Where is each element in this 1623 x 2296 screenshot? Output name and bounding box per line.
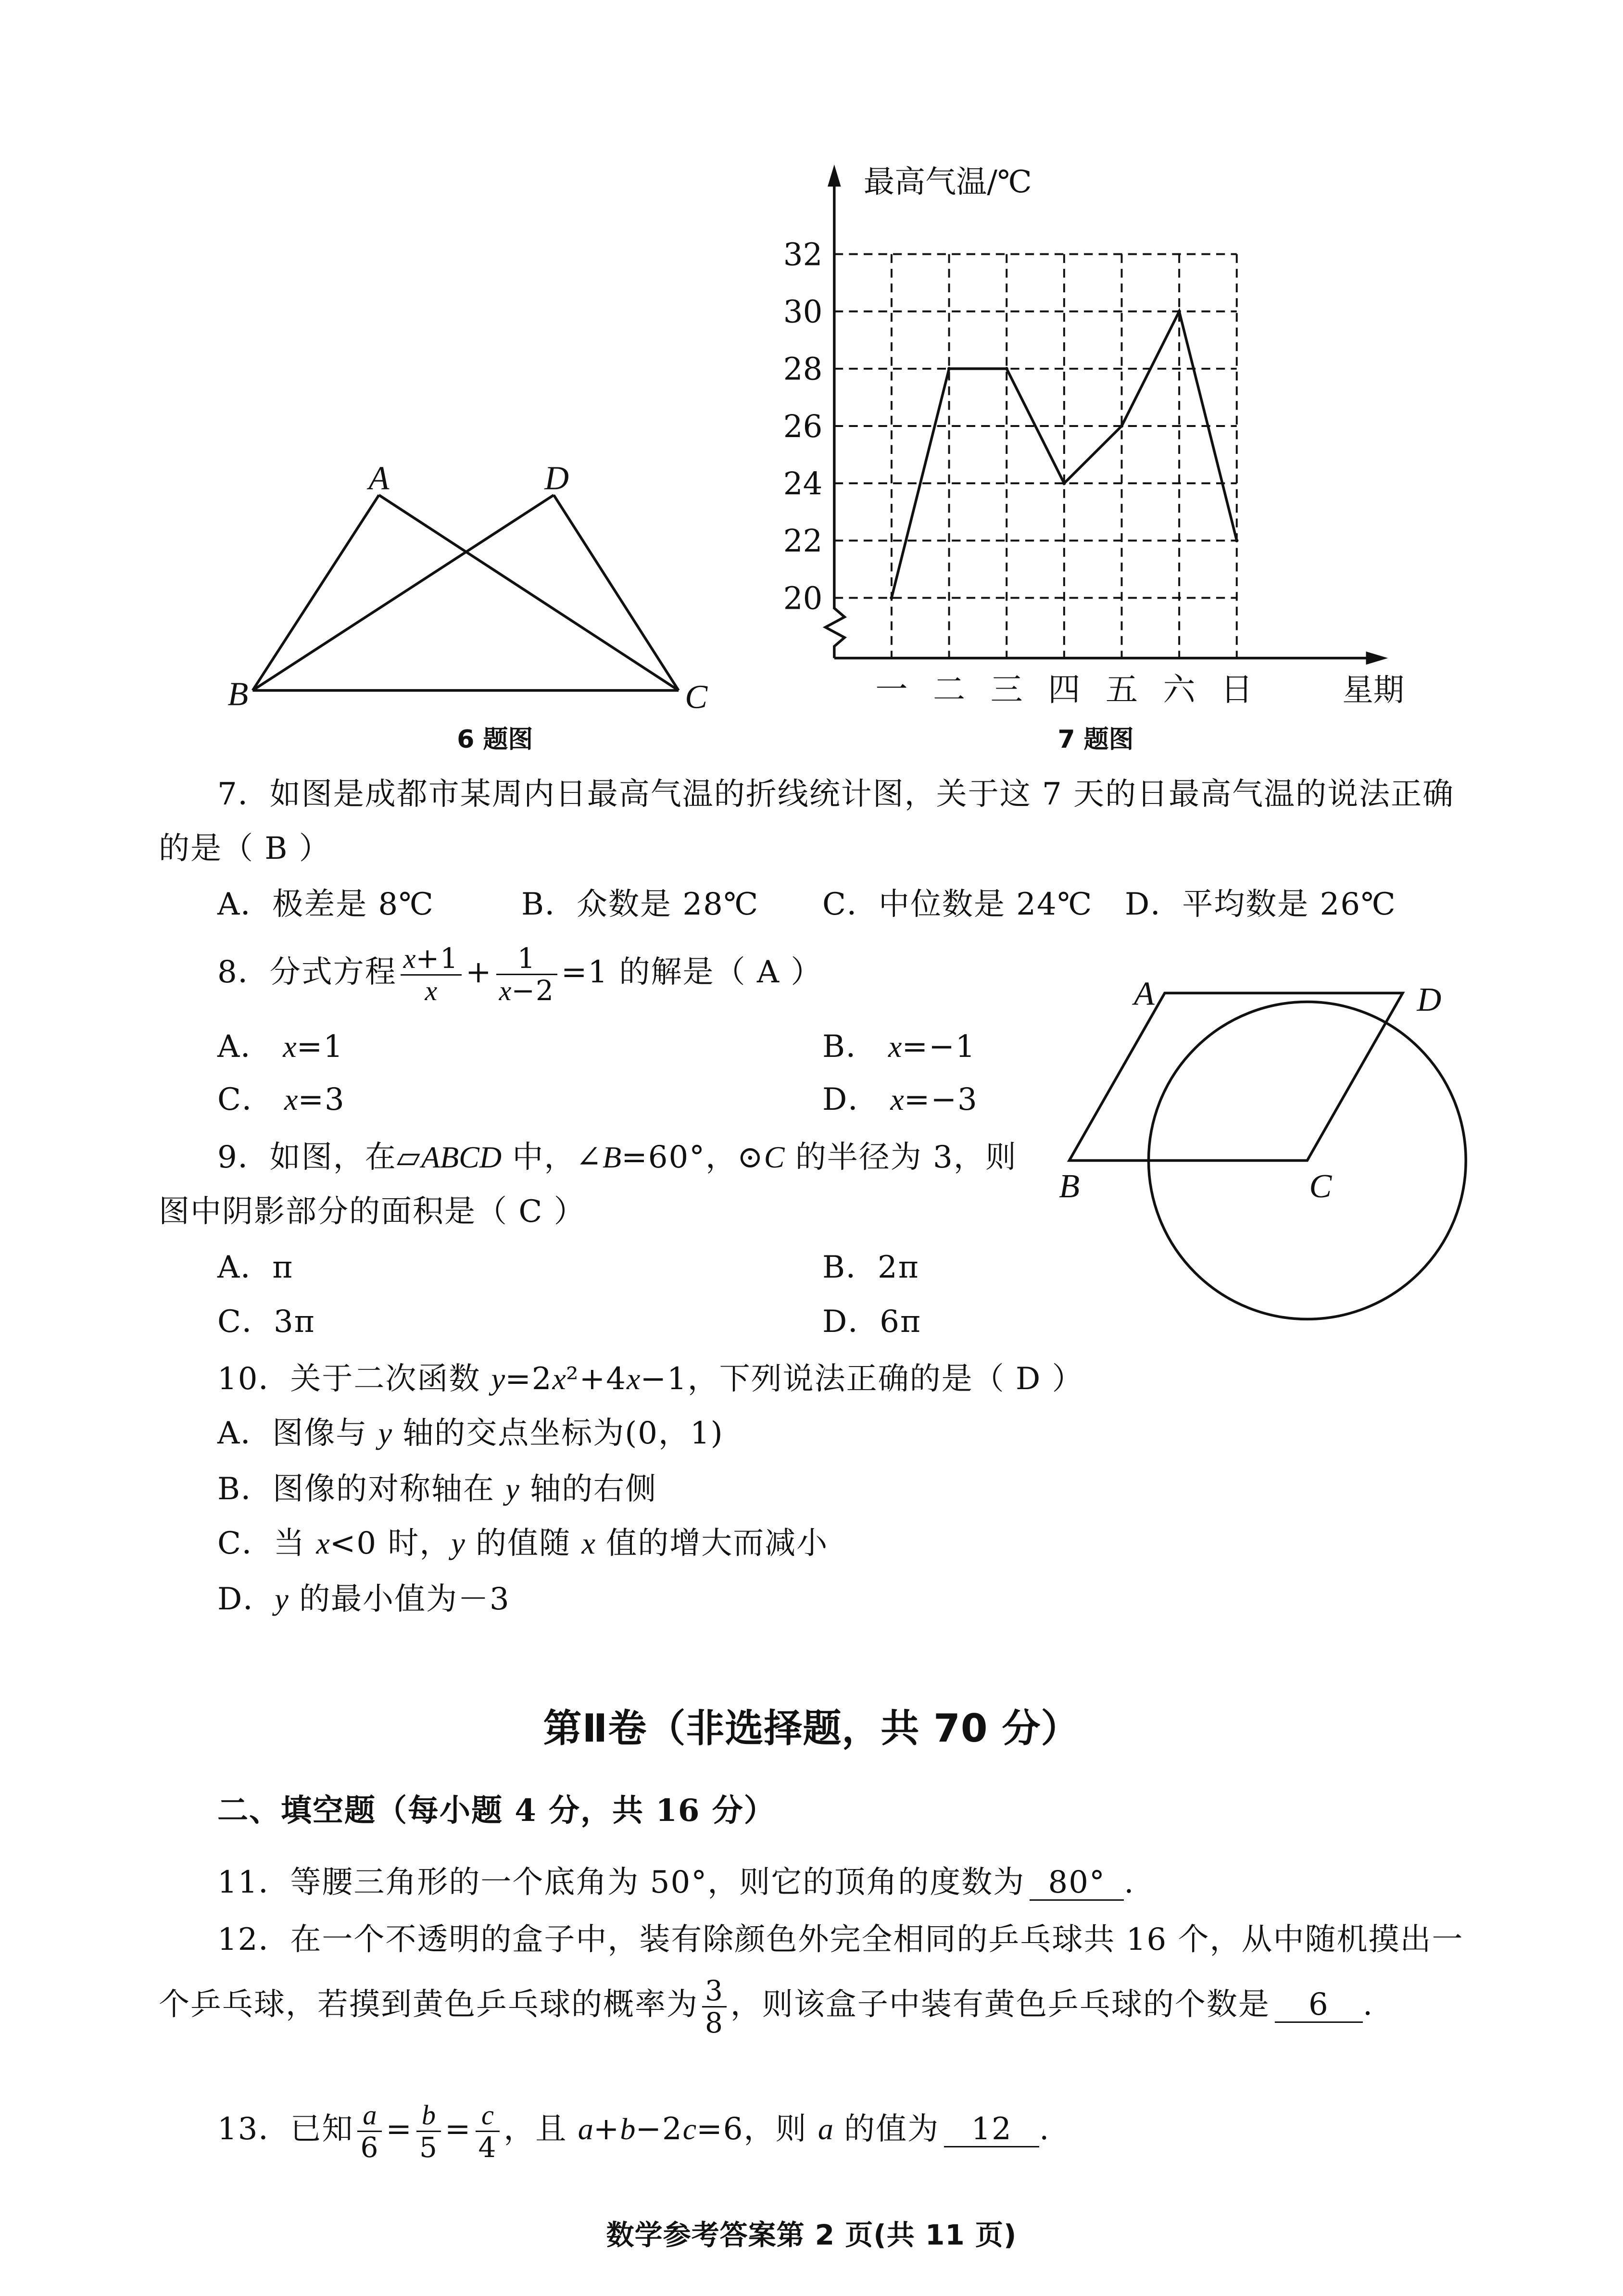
q8-rhs: =1 <box>561 954 609 990</box>
q12-fraction-numerator: 3 <box>702 1975 727 2007</box>
section-2-heading-text: 二、填空题（每小题 4 分，共 16 分） <box>217 1793 776 1829</box>
page-footer <box>0 2196 1623 2273</box>
q8-option-b-var: x <box>888 1029 902 1064</box>
x-tick-label: 二 <box>932 671 966 709</box>
q8-frac2-den-rest: −2 <box>511 974 554 1007</box>
q10-option-b-var-y: y <box>505 1472 519 1506</box>
q8-option-a-rest: =1 <box>296 1029 344 1065</box>
q10-option-a-part-2: 轴的交点坐标为(0，1) <box>391 1416 724 1451</box>
q10-stem-part-2: =2 <box>505 1361 553 1397</box>
segment-ba <box>252 495 379 690</box>
q10-option-c-part-0: C．当 <box>217 1526 316 1561</box>
q7-option-d-text: D．平均数是 26℃ <box>1125 887 1397 922</box>
q9-option-a-text: A．π <box>217 1250 294 1285</box>
q8-fraction-2-denominator <box>496 975 557 1006</box>
q12-fraction-denominator: 8 <box>705 2007 724 2039</box>
q10-stem-var-y: y <box>491 1362 505 1396</box>
y-tick-label: 30 <box>783 294 823 330</box>
q11-prefix: 11．等腰三角形的一个底角为 50°，则它的顶角的度数为 <box>217 1865 1025 1900</box>
q9-stem-part-5: =60°，⊙ <box>621 1140 764 1175</box>
segment-dc <box>554 495 679 690</box>
q13-fraction-a <box>357 2100 382 2163</box>
q10-stem-part-0: 10．关于二次函数 <box>217 1361 491 1397</box>
q10-stem-part-6: −1，下列说法正确的是（ D ） <box>640 1361 1084 1397</box>
q13-cond-part-8: 的值为 <box>833 2111 940 2147</box>
q7-option-d <box>1125 866 1397 943</box>
q13-cond-var-b: b <box>620 2112 636 2146</box>
data-point <box>1120 424 1123 427</box>
q13-line <box>217 2091 1050 2168</box>
q10-option-c-var-x-1: x <box>316 1526 330 1560</box>
x-tick-label: 一 <box>875 671 908 709</box>
q8-frac1-num-var: x <box>403 942 416 974</box>
q10-option-c-part-2: <0 时， <box>329 1526 452 1561</box>
q8-option-b-rest: =−1 <box>902 1029 976 1065</box>
q8-suffix: 的解是（ A ） <box>608 954 823 990</box>
fig9-vertex-label-d: D <box>1417 980 1442 1018</box>
data-point <box>890 596 893 600</box>
q12-line-1-text: 12．在一个不透明的盒子中，装有除颜色外完全相同的乒乓球共 16 个，从中随机摸出一 <box>217 1922 1464 1957</box>
q9-stem-part-3: 中，∠ <box>502 1140 603 1175</box>
q13-cond-part-0: ，且 <box>503 2111 578 2147</box>
q10-option-d-var-y: y <box>275 1582 289 1616</box>
q10-option-b-part-2: 轴的右侧 <box>519 1471 657 1507</box>
q8-frac1-num-rest: +1 <box>415 941 459 975</box>
q12-line-2 <box>159 1966 1373 2043</box>
part-2-heading-text: 第Ⅱ卷（非选择题，共 70 分） <box>543 1706 1080 1751</box>
q9-option-c-text: C．3π <box>217 1304 315 1340</box>
q10-stem-var-x-2: x <box>626 1362 641 1396</box>
q8-fraction-1-numerator <box>401 943 462 976</box>
chart-7-marks <box>783 237 1253 708</box>
q8-option-c-letter: C． <box>217 1082 274 1117</box>
q13-fraction-a-numerator: a <box>357 2100 382 2132</box>
fig9-vertex-label-c: C <box>1309 1167 1332 1205</box>
y-tick-label: 20 <box>783 580 823 617</box>
y-tick-label: 26 <box>783 408 823 445</box>
q13-fraction-c-numerator: c <box>476 2100 500 2132</box>
q8-frac2-den-var: x <box>499 975 512 1006</box>
q11-answer-blank: 80° <box>1030 1866 1124 1901</box>
q13-cond-var-a-2: a <box>818 2112 833 2146</box>
chart-x-axis-title: 星期 <box>1342 672 1404 709</box>
q8-option-c-rest: =3 <box>298 1082 345 1117</box>
fig6-vertex-label-c: C <box>685 678 708 716</box>
q8-fraction-1-denominator: x <box>425 975 438 1006</box>
q7-option-a <box>217 866 434 943</box>
q8-option-d-letter: D． <box>822 1082 880 1117</box>
x-tick-label: 五 <box>1105 671 1138 709</box>
q13-fraction-b-denominator: 5 <box>419 2131 438 2164</box>
fig9-vertex-label-a: A <box>1133 975 1155 1013</box>
q8-option-d-var: x <box>890 1082 904 1117</box>
q13-fraction-a-denominator: 6 <box>360 2131 379 2164</box>
fig6-vertex-label-d: D <box>544 459 569 497</box>
q13-cond-var-c: c <box>682 2112 697 2146</box>
q11-end: . <box>1124 1865 1135 1900</box>
q12-probability-fraction <box>702 1975 727 2038</box>
fig6-vertex-label-b: B <box>227 675 249 713</box>
q12-answer-blank: 6 <box>1275 1988 1363 2023</box>
q13-cond-part-4: −2 <box>635 2111 683 2147</box>
q10-option-c-part-6: 值的增大而减小 <box>595 1526 829 1561</box>
y-tick-label: 22 <box>783 523 823 560</box>
q9-stem-part-c: C <box>764 1140 785 1174</box>
q10-option-b-part-0: B．图像的对称轴在 <box>217 1471 506 1507</box>
q13-fraction-b <box>416 2100 441 2163</box>
q10-option-c-part-4: 的值随 <box>465 1526 582 1561</box>
q13-cond-part-6: =6，则 <box>696 2111 818 2147</box>
q12-line-2-mid: ，则该盒子中装有黄色乒乓球的个数是 <box>730 1987 1270 2022</box>
fig6-caption: 6 题图 <box>457 725 533 754</box>
q13-cond-part-2: + <box>593 2111 620 2147</box>
q9-stem-part-7: 的半径为 3，则 <box>784 1140 1017 1175</box>
part-2-heading <box>0 1690 1623 1767</box>
q10-stem-var-x-1: x <box>552 1362 566 1396</box>
page-footer-text: 数学参考答案第 2 页(共 11 页) <box>606 2219 1017 2251</box>
q13-equals-2: = <box>444 2111 472 2147</box>
q7-option-a-text: A．极差是 8℃ <box>217 887 434 922</box>
q8-prefix: 8．分式方程 <box>217 954 397 990</box>
q8-stem-line <box>217 934 822 1011</box>
q9-option-d-text: D．6π <box>822 1304 922 1340</box>
fig6-vertex-label-a: A <box>368 459 390 497</box>
x-tick-label: 四 <box>1048 671 1081 709</box>
chart-x-axis-arrow <box>1366 652 1388 665</box>
data-point <box>1062 481 1066 485</box>
q13-end: . <box>1039 2111 1050 2147</box>
q8-option-a-var: x <box>283 1029 297 1064</box>
q13-prefix: 13．已知 <box>217 2111 354 2147</box>
q13-fraction-c-denominator: 4 <box>478 2131 497 2164</box>
q13-fraction-b-numerator: b <box>416 2100 441 2132</box>
segment-ac <box>379 495 679 690</box>
q7-stem-text-1: 7．如图是成都市某周内日最高气温的折线统计图，关于这 7 天的日最高气温的说法正确 <box>217 777 1455 812</box>
parallelogram-symbol: ▱ <box>396 1140 421 1175</box>
q10-option-a-part-0: A．图像与 <box>217 1416 378 1451</box>
q10-option-a-var-y: y <box>378 1416 392 1450</box>
section-2-heading <box>217 1772 776 1849</box>
q7-stem-line-1 <box>217 756 1454 833</box>
q7-option-b <box>521 866 759 943</box>
figure-6-triangles <box>252 495 679 690</box>
figure-9-parallelogram-circle <box>1069 993 1466 1319</box>
data-point <box>1235 539 1238 542</box>
x-tick-label: 六 <box>1163 671 1195 709</box>
q13-answer-blank: 12 <box>944 2112 1039 2147</box>
fig9-vertex-label-b: B <box>1059 1167 1080 1205</box>
q7-option-c <box>822 866 1093 943</box>
fig7-caption: 7 题图 <box>1057 725 1134 754</box>
q12-line-2-prefix: 个乒乓球，若摸到黄色乒乓球的概率为 <box>159 1987 698 2022</box>
chart-y-axis-title: 最高气温/℃ <box>863 164 1032 201</box>
chart-7-max-temperature <box>783 164 1404 754</box>
q9-stem-text-2: 图中阴影部分的面积是（ C ） <box>159 1194 586 1230</box>
q10-stem-part-4: ²+4 <box>566 1361 627 1397</box>
q10-option-c-var-x-2: x <box>581 1526 595 1560</box>
x-tick-label: 日 <box>1220 671 1253 709</box>
q13-equals-1: = <box>386 2111 413 2147</box>
q9-option-b-text: B．2π <box>822 1250 919 1285</box>
data-point <box>947 367 951 370</box>
q9-stem-part-0: 9．如图，在 <box>217 1140 397 1175</box>
y-tick-label: 24 <box>783 466 823 502</box>
q8-fraction-1 <box>401 943 462 1006</box>
q8-option-b-letter: B． <box>822 1029 878 1065</box>
q10-option-c-var-y: y <box>451 1526 465 1560</box>
y-tick-label: 28 <box>783 351 823 388</box>
segment-bd <box>252 495 554 690</box>
q10-option-d <box>217 1561 510 1638</box>
q10-option-d-part-0: D． <box>217 1581 275 1617</box>
q9-stem-part-abcd: ABCD <box>421 1140 502 1174</box>
x-tick-label: 三 <box>990 671 1023 709</box>
q9-stem-part-b: B <box>603 1140 622 1174</box>
q13-cond-var-a-1: a <box>578 2112 593 2146</box>
data-point <box>1005 367 1008 370</box>
q8-fraction-2 <box>496 943 557 1006</box>
q12-end: . <box>1362 1987 1374 2022</box>
y-tick-label: 32 <box>783 237 823 273</box>
q8-plus-sign: + <box>465 954 492 990</box>
q8-fraction-2-numerator: 1 <box>496 943 557 975</box>
q7-stem-text-2: 的是（ B ） <box>159 831 331 866</box>
q10-option-d-part-2: 的最小值为－3 <box>288 1581 510 1617</box>
q13-fraction-c <box>476 2100 500 2163</box>
q8-option-c-var: x <box>284 1082 298 1117</box>
q8-option-d-rest: =−3 <box>904 1082 978 1117</box>
q8-option-a-letter: A． <box>217 1029 273 1065</box>
chart-y-axis-arrow <box>828 164 841 187</box>
q7-option-c-text: C．中位数是 24℃ <box>822 887 1093 922</box>
data-point <box>1177 310 1181 313</box>
q7-option-b-text: B．众数是 28℃ <box>521 887 759 922</box>
